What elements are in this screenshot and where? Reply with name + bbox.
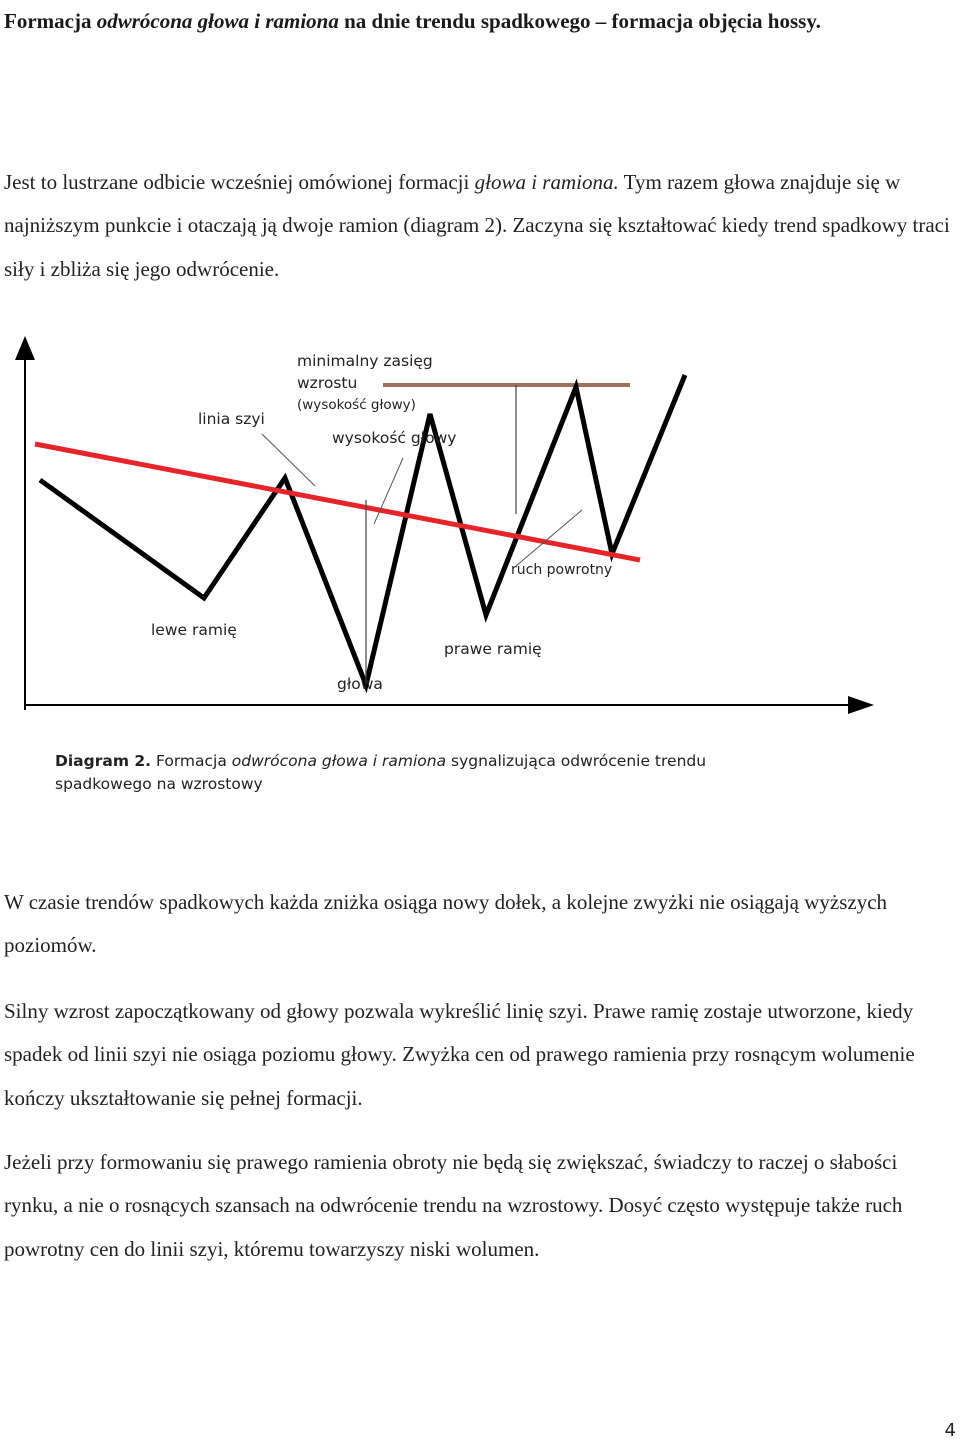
intro-text: Tym razem głowa znajduje się w najniższym punkcie i otaczają ją dwoje ramion (diagram 2). Zaczyna się kształtować kiedy trend spadkowy traci siły i zbliża się jego odwrócenie. [4, 170, 950, 281]
label-pullback: ruch powrotny [511, 562, 613, 578]
inverse-head-and-shoulders-diagram [0, 330, 960, 740]
caption-italic: odwrócona głowa i ramiona [231, 752, 447, 770]
heading-part: Formacja [4, 9, 97, 33]
intro-italic: głowa i ramiona. [474, 170, 619, 194]
intro-paragraph [4, 161, 954, 291]
page-number: 4 [944, 1420, 956, 1441]
heading-italic: odwrócona głowa i ramiona [96, 9, 339, 33]
label-neckline: linia szyi [198, 410, 265, 428]
caption-text: sygnalizująca odwrócenie trendu spadkowego na wzrostowy [55, 752, 707, 793]
paragraph: Jeżeli przy formowaniu się prawego ramienia obroty nie będą się zwiększać, świadczy to raczej o słabości rynku, a nie o rosnących szansach na odwrócenie trendu na wzrostowy. Dosyć często występuje także ruch powrotny cen do linii szyi, któremu towarzyszy niski wolumen. [4, 1150, 903, 1261]
intro-text: Jest to lustrzane odbicie wcześniej omówionej formacji [4, 170, 475, 194]
x-axis-arrow [848, 696, 874, 714]
heading-part: na dnie trendu spadkowego – formacja objęcia hossy. [338, 9, 821, 33]
neckline-pointer [262, 434, 315, 486]
caption-bold: Diagram 2. [55, 752, 152, 770]
y-axis-arrow [15, 336, 35, 360]
paragraph: W czasie trendów spadkowych każda zniżka osiąga nowy dołek, a kolejne zwyżki nie osiągają wyższych poziomów. [4, 890, 888, 958]
label-min-range-3: (wysokość głowy) [297, 397, 416, 413]
label-min-range-1: minimalny zasięg [297, 352, 433, 370]
label-left-shoulder: lewe ramię [151, 621, 237, 639]
caption-text: Formacja [151, 752, 232, 770]
label-head: głowa [337, 675, 383, 693]
label-min-range-2: wzrostu [297, 374, 358, 392]
diagram-caption [55, 750, 755, 796]
label-head-height: wysokość głowy [332, 429, 457, 447]
paragraph: Silny wzrost zapoczątkowany od głowy pozwala wykreślić linię szyi. Prawe ramię zostaje utworzone, kiedy spadek od linii szyi nie osiąga poziomu głowy. Zwyżka cen od prawego ramienia przy rosnącym wolumenie kończy ukształtowanie się pełnej formacji. [4, 999, 915, 1110]
section-heading [4, 0, 944, 42]
label-right-shoulder: prawe ramię [444, 640, 542, 658]
price-line [40, 375, 685, 685]
